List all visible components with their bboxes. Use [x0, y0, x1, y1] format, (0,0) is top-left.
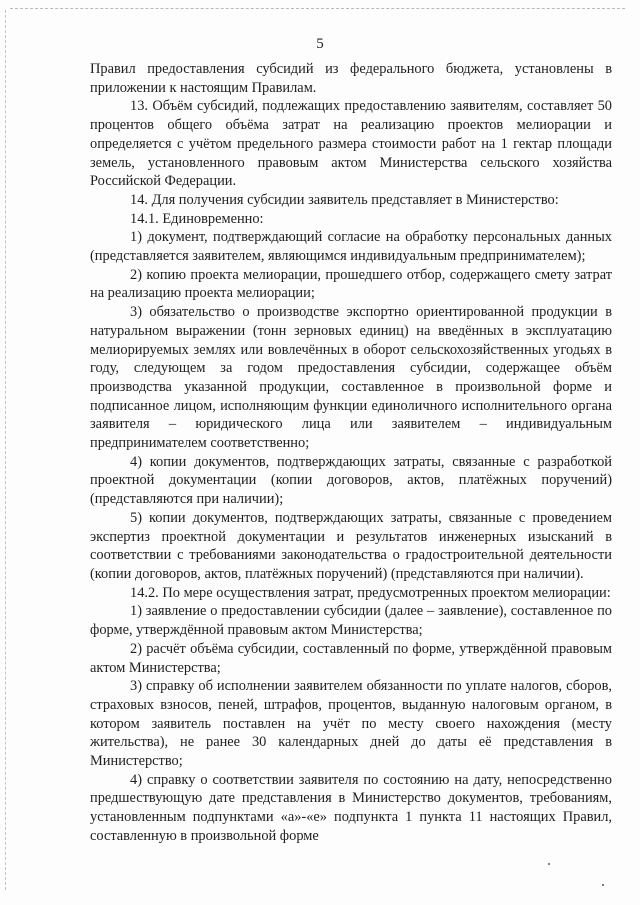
document-body: [90, 60, 612, 846]
paragraph-14: 14. Для получения субсидии заявитель представляет в Министерство:: [130, 191, 559, 208]
paragraph-13: 13. Объём субсидий, подлежащих предоставлению заявителям, составляет 50 процентов общего объёма затрат на реализацию проектов мелиорации и определяется с учётом предельного размера стоимости работ на 1 гектар площади земель, установленного правовым актом Министерства сельского хозяйства Российской Федерации.: [90, 98, 612, 190]
list-item-14-2-4: 4) справку о соответствии заявителя по состоянию на дату, непосредственно предшествующую дате представления в Министерство документов, требованиям, установленным подпунктами «а»-«е» подпункта 1 пункта 11 настоящих Правил, составленную в произвольной форме: [90, 771, 612, 844]
list-item-14-1-5: 5) копии документов, подтверждающих затраты, связанные с проведением экспертиз проектной документации и результатов инженерных изысканий в соответствии с требованиями законодательства о градостроительной деятельности (копии договоров, актов, платёжных поручений) (представляются при наличии).: [90, 509, 612, 582]
page-number: 5: [316, 36, 324, 52]
list-item-14-2-3: 3) справку об исполнении заявителем обязанности по уплате налогов, сборов, страховых взносов, пеней, штрафов, процентов, выданную налоговым органом, в котором заявитель поставлен на учёт по месту своего нахождения (месту жительства), не ранее 30 календарных дней до даты её представления в Министерство;: [90, 678, 612, 770]
paragraph-14-2: 14.2. По мере осуществления затрат, предусмотренных проектом мелиорации:: [130, 584, 611, 601]
list-item-14-2-2: 2) расчёт объёма субсидии, составленный по форме, утверждённой правовым актом Министерства;: [90, 640, 612, 676]
list-item-14-1-3: 3) обязательство о производстве экспортно ориентированной продукции в натуральном выражении (тонн зерновых единиц) на введённых в эксплуатацию мелиорируемых землях или вовлечённых в оборот сельскохозяйственных угодьях в году, следующем за годом предоставления субсидии, содержащее объём производства указанной продукции, составленное в произвольной форме и подписанное лицом, исполняющим функции единоличного исполнительного органа заявителя – юридического лица или заявителем – индивидуальным предпринимателем соответственно;: [90, 304, 612, 452]
paragraph-14-1: 14.1. Единовременно:: [130, 210, 264, 227]
scan-edge-left: [5, 10, 6, 890]
scan-speck: [548, 863, 550, 865]
list-item-14-1-2: 2) копию проекта мелиорации, прошедшего отбор, содержащего смету затрат на реализацию проекта мелиорации;: [90, 266, 612, 302]
list-item-14-2-1: 1) заявление о предоставлении субсидии (далее – заявление), составленное по форме, утверждённой правовым актом Министерства;: [90, 603, 612, 639]
list-item-14-1-4: 4) копии документов, подтверждающих затраты, связанные с разработкой проектной документации (копии договоров, актов, платёжных поручений) (представляются при наличии);: [90, 453, 612, 508]
scan-edge-top: [10, 8, 625, 9]
list-item-14-1-1: 1) документ, подтверждающий согласие на обработку персональных данных (представляется заявителем, являющимся индивидуальным предпринимателем);: [90, 229, 612, 265]
paragraph-continuation: Правил предоставления субсидий из федерального бюджета, установлены в приложении к настоящим Правилам.: [90, 61, 612, 96]
scan-speck: [602, 884, 604, 886]
